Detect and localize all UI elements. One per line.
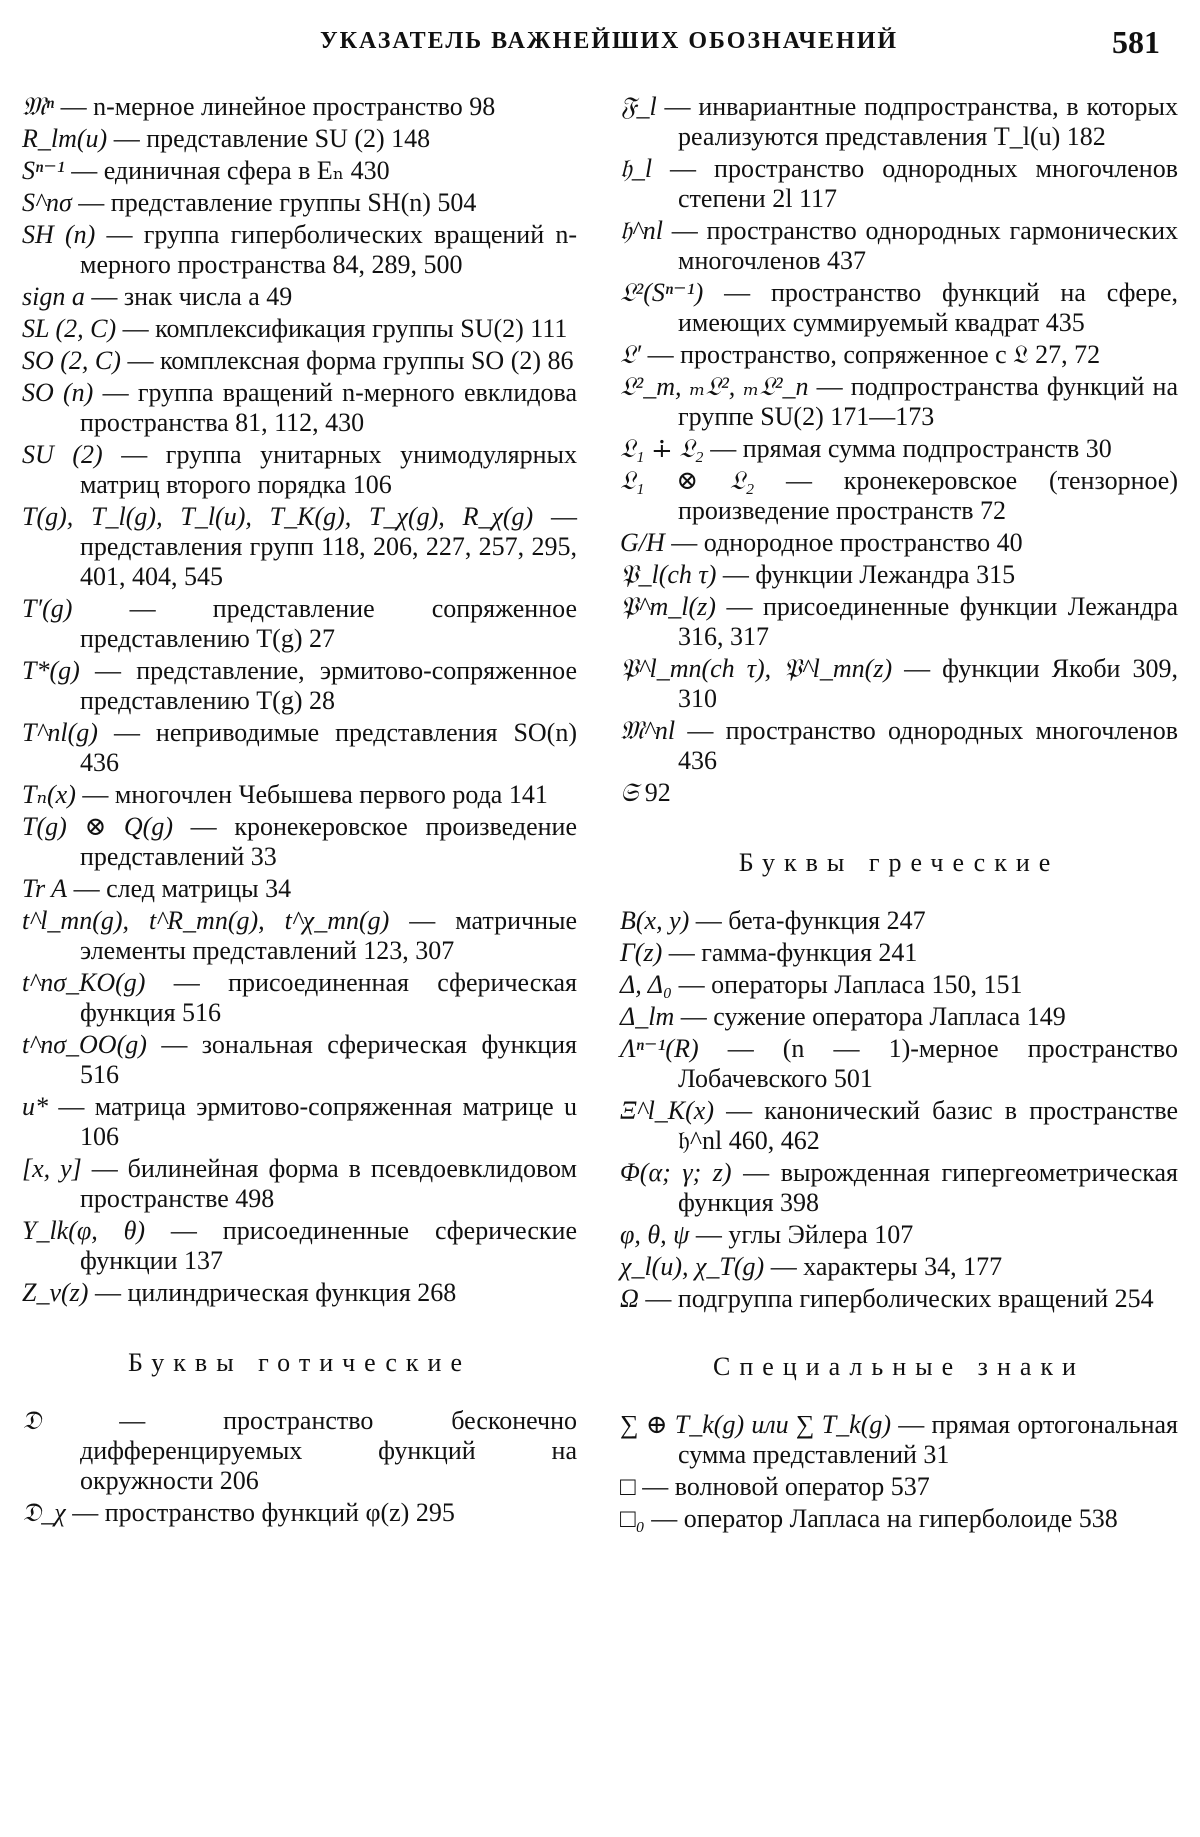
index-entry [22,502,577,592]
index-entry [620,216,1178,276]
entry-description: — углы Эйлера 107 [689,1220,914,1249]
entry-symbol: χ_l(u), χ_T(g) [620,1252,765,1281]
left-column [22,92,577,1530]
entry-description: — представление группы SH(n) 504 [71,188,477,217]
index-entry [620,1252,1178,1282]
index-entry [620,938,1178,968]
entry-symbol: Tₙ(x) [22,780,76,809]
entry-description: — подпространства функций на группе SU(2) 171—173 [678,372,1178,431]
entry-description: — матрица эрмитово-сопряженная матрице u 106 [48,1092,577,1151]
left-entries [22,92,577,1308]
entry-description: — (n — 1)-мерное пространство Лобачевского 501 [678,1034,1178,1093]
entry-symbol: 𝔥_l [620,154,653,183]
index-entry [620,372,1178,432]
entry-symbol: Ω [620,1284,639,1313]
index-entry [22,1216,577,1276]
entry-description: — пространство, сопряженное с 𝔏 27, 72 [641,340,1101,369]
entry-description: — гамма-функция 241 [662,938,918,967]
entry-symbol: Λⁿ⁻¹(R) [620,1034,699,1063]
entry-description: — функции Лежандра 315 [716,560,1016,589]
entry-description: — билинейная форма в псевдоевклидовом пространстве 498 [80,1154,577,1213]
entry-description: — пространство однородных многочленов степени 2l 117 [652,154,1178,213]
entry-description: — пространство функций на сфере, имеющих суммируемый квадрат 435 [678,278,1178,337]
entry-symbol: 𝔐^nl [620,716,676,745]
index-entry [22,378,577,438]
index-entry [620,716,1178,776]
entry-description: — операторы Лапласа 150, 151 [672,970,1023,999]
entry-symbol: 𝔏₁ ∔ 𝔏₂ [620,434,704,463]
index-entry [620,906,1178,936]
entry-symbol: S^nσ [22,188,72,217]
index-entry [620,970,1178,1000]
entry-description: — сужение оператора Лапласа 149 [674,1002,1066,1031]
gothic-entries [22,1406,577,1528]
entry-description: — группа гиперболических вращений n-мерного пространства 84, 289, 500 [80,220,578,279]
index-entry [22,188,577,218]
entry-description: — присоединенные сферические функции 137 [80,1216,577,1275]
page-title: УКАЗАТЕЛЬ ВАЖНЕЙШИХ ОБОЗНАЧЕНИЙ [320,28,899,54]
entry-symbol: 𝔏′ [620,340,642,369]
entry-description: — пространство функций φ(z) 295 [65,1498,455,1527]
section-title-special: Специальные знаки [713,1352,1085,1381]
entry-description: — функции Якоби 309, 310 [678,654,1178,713]
index-entry [22,718,577,778]
entry-symbol: R_lm(u) [22,124,108,153]
entry-symbol: t^nσ_KO(g) [22,968,146,997]
entry-symbol: 𝔐ⁿ [22,92,55,121]
entry-description: — кронекеровское (тензорное) произведение пространств 72 [678,466,1178,525]
entry-description: — пространство однородных многочленов 436 [675,716,1178,775]
entry-description: — группа вращений n-мерного евклидова пространства 81, 112, 430 [80,378,577,437]
entry-symbol: Γ(z) [620,938,663,967]
entry-symbol: 𝔉_l [620,92,657,121]
entry-symbol: T^nl(g) [22,718,98,747]
entry-description: — пространство бесконечно дифференцируемых функций на окружности 206 [41,1406,577,1495]
index-entry [22,1154,577,1214]
entry-description: — присоединенная сферическая функция 516 [80,968,577,1027]
index-entry [620,1284,1178,1314]
entry-description: — цилиндрическая функция 268 [88,1278,457,1307]
entry-symbol: Z_ν(z) [22,1278,89,1307]
index-entry [620,466,1178,526]
entry-symbol: 𝔓^l_mn(ch τ), 𝔓^l_mn(z) [620,654,893,683]
index-entry [22,1406,577,1496]
index-entry [620,1220,1178,1250]
entry-symbol: T(g), T_l(g), T_l(u), T_K(g), T_χ(g), R_χ(g) [22,502,534,531]
entry-description: — представление, эрмитово-сопряженное представлению T(g) 28 [79,656,577,715]
entry-description: — пространство однородных гармонических многочленов 437 [663,216,1178,275]
entry-description: — матричные элементы представлений 123, 307 [80,906,577,965]
entry-symbol: 𝔏₁ ⊗ 𝔏₂ [620,466,755,495]
entry-description: — комплексификация группы SU(2) 111 [116,314,568,343]
index-entry [620,654,1178,714]
index-entry [22,92,577,122]
entry-description: — зональная сферическая функция 516 [80,1030,577,1089]
entry-description: — инвариантные подпространства, в которых реализуются представления T_l(u) 182 [656,92,1178,151]
entry-symbol: SO (2, C) [22,346,121,375]
entry-symbol: SU (2) [22,440,103,469]
entry-symbol: Y_lk(φ, θ) [22,1216,146,1245]
entry-description: — кронекеровское произведение представлений 33 [80,812,578,871]
index-entry [22,968,577,1028]
entry-symbol: φ, θ, ψ [620,1220,690,1249]
entry-description: — неприводимые представления SO(n) 436 [80,718,577,777]
index-entry [620,592,1178,652]
entry-description: — знак числа a 49 [84,282,293,311]
entry-symbol: 𝔇_χ [22,1498,66,1527]
entry-symbol: G/H [620,528,665,557]
index-entry [22,346,577,376]
right-column [620,92,1178,1536]
entry-description: — многочлен Чебышева первого рода 141 [75,780,548,809]
index-entry [620,560,1178,590]
entry-symbol: 𝔓^m_l(z) [620,592,716,621]
page-header [0,24,1200,64]
index-entry [620,340,1178,370]
entry-description: — волновой оператор 537 [635,1472,930,1501]
entry-symbol: [x, y] [22,1154,82,1183]
entry-symbol: SO (n) [22,378,94,407]
index-entry [620,154,1178,214]
entry-symbol: 𝔖 [620,778,639,807]
entry-symbol: 𝔓_l(ch τ) [620,560,717,589]
entry-symbol: u* [22,1092,48,1121]
index-entry [22,906,577,966]
entry-symbol: SH (n) [22,220,96,249]
entry-symbol: □ [620,1472,636,1501]
entry-symbol: Sⁿ⁻¹ [22,156,65,185]
index-entry [620,1158,1178,1218]
entry-symbol: t^l_mn(g), t^R_mn(g), t^χ_mn(g) [22,906,390,935]
entry-description: — бета-функция 247 [689,906,926,935]
entry-description: — оператор Лапласа на гиперболоиде 538 [644,1504,1118,1533]
index-entry [22,780,577,810]
entry-symbol: T(g) ⊗ Q(g) [22,812,173,841]
entry-description: — прямая ортогональная сумма представлений 31 [678,1410,1178,1469]
right-entries [620,92,1178,808]
entry-symbol: ∑ ⊕ T_k(g) или ∑ T_k(g) [620,1410,892,1439]
entry-symbol: sign a [22,282,85,311]
entry-description: — единичная сфера в Eₙ 430 [64,156,390,185]
greek-entries [620,906,1178,1314]
entry-description: — представление сопряженное представлению T(g) 27 [72,594,577,653]
index-entry [22,440,577,500]
entry-description: — вырожденная гипергеометрическая функция 398 [678,1158,1179,1217]
entry-symbol: T′(g) [22,594,73,623]
entry-description: — группа унитарных унимодулярных матриц второго порядка 106 [80,440,578,499]
entry-description: — прямая сумма подпространств 30 [703,434,1112,463]
entry-symbol: Tr A [22,874,68,903]
special-entries [620,1410,1178,1534]
entry-description: — n-мерное линейное пространство 98 [54,92,496,121]
entry-description: — присоединенные функции Лежандра 316, 317 [678,592,1178,651]
section-title-gothic: Буквы готические [128,1348,471,1377]
index-entry [620,278,1178,338]
index-entry [22,220,577,280]
entry-description: — представление SU (2) 148 [107,124,431,153]
index-entry [620,434,1178,464]
index-entry [22,1278,577,1308]
index-entry [620,92,1178,152]
index-entry [620,1002,1178,1032]
entry-description: — канонический базис в пространстве 𝔥^nl 460, 462 [678,1096,1178,1155]
index-entry [22,812,577,872]
entry-symbol: t^nσ_OO(g) [22,1030,147,1059]
index-entry [620,1504,1178,1534]
entry-symbol: Ξ^l_K(x) [620,1096,715,1125]
entry-symbol: □₀ [620,1504,645,1533]
entry-description: — представления групп 118, 206, 227, 257, 295, 401, 404, 545 [80,502,578,591]
index-entry [620,778,1178,808]
index-entry [22,314,577,344]
index-entry [620,528,1178,558]
entry-symbol: Φ(α; γ; z) [620,1158,732,1187]
index-entry [620,1410,1178,1470]
index-entry [22,1030,577,1090]
index-entry [620,1034,1178,1094]
entry-description: — характеры 34, 177 [764,1252,1003,1281]
entry-symbol: T*(g) [22,656,80,685]
entry-symbol: 𝔏²(Sⁿ⁻¹) [620,278,704,307]
index-entry [22,1498,577,1528]
index-entry [22,874,577,904]
entry-description: — однородное пространство 40 [664,528,1023,557]
index-entry [22,156,577,186]
entry-description: — подгруппа гиперболических вращений 254 [638,1284,1154,1313]
index-entry [22,594,577,654]
index-entry [22,282,577,312]
entry-symbol: 𝔇 [22,1406,42,1435]
index-entry [22,1092,577,1152]
index-entry [620,1096,1178,1156]
entry-description: 92 [638,778,671,807]
index-entry [620,1472,1178,1502]
entry-description: — след матрицы 34 [67,874,292,903]
entry-symbol: B(x, y) [620,906,690,935]
entry-symbol: 𝔥^nl [620,216,664,245]
entry-symbol: Δ, Δ₀ [620,970,673,999]
entry-description: — комплексная форма группы SO (2) 86 [120,346,574,375]
index-entry [22,656,577,716]
entry-symbol: Δ_lm [620,1002,675,1031]
index-entry [22,124,577,154]
entry-symbol: SL (2, C) [22,314,117,343]
section-title-greek: Буквы греческие [738,848,1060,877]
entry-symbol: 𝔏²_m, ₘ𝔏², ₘ𝔏²_n [620,372,809,401]
page-number: 581 [1112,24,1160,60]
